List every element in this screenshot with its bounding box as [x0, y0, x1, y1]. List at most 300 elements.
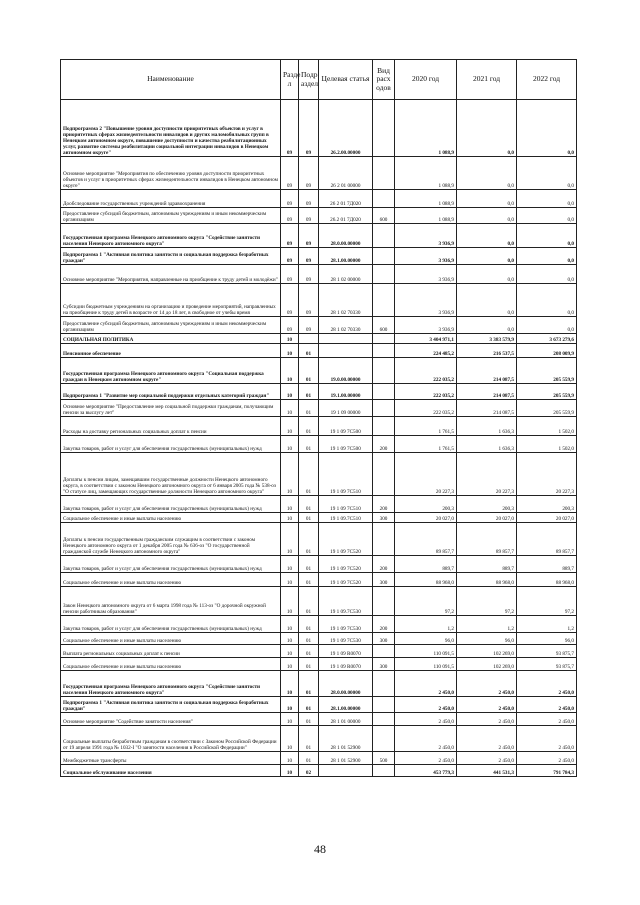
cell-podrazdel: 01: [299, 658, 319, 671]
cell-razdel: 10: [281, 616, 299, 633]
cell-2020: 2 450,0: [395, 697, 457, 713]
cell-target: 28 1 02 70330: [319, 284, 373, 317]
cell-2020: 20 027,0: [395, 513, 457, 523]
budget-table: [60, 59, 577, 777]
cell-vid: [373, 645, 395, 658]
table-header-row: [61, 60, 577, 100]
cell-vid: 300: [373, 573, 395, 587]
cell-target: 28 1 01 52900: [319, 726, 373, 752]
cell-podrazdel: 09: [299, 224, 319, 248]
cell-razdel: 10: [281, 358, 299, 384]
table-row: [61, 358, 577, 384]
cell-target: 19 1 09 7C500: [319, 417, 373, 436]
cell-target: 28.1.00.00000: [319, 697, 373, 713]
header-2020: 2020 год: [395, 60, 457, 100]
cell-2020: 1 761,5: [395, 417, 457, 436]
cell-podrazdel: 02: [299, 765, 319, 777]
cell-target: 28.0.00.00000: [319, 671, 373, 697]
cell-2022: 205 559,9: [517, 400, 577, 417]
table-row: [61, 513, 577, 523]
cell-podrazdel: 09: [299, 265, 319, 284]
cell-razdel: 10: [281, 697, 299, 713]
cell-target: 26 2 01 7Д020: [319, 190, 373, 208]
header-2021: 2021 год: [457, 60, 517, 100]
table-row: [61, 317, 577, 334]
cell-2021: 20 227,3: [457, 453, 517, 496]
page-number: 48: [314, 842, 326, 856]
cell-2020: 224 485,2: [395, 344, 457, 358]
cell-2021: 0,0: [457, 265, 517, 284]
cell-2021: 0,0: [457, 208, 517, 224]
cell-name: Социальное обеспечение и иные выплаты населению: [61, 658, 281, 671]
cell-podrazdel: 01: [299, 556, 319, 573]
cell-2022: 0,0: [517, 100, 577, 157]
cell-target: 19 1 09 R0070: [319, 658, 373, 671]
cell-2020: 1 088,9: [395, 100, 457, 157]
cell-vid: [373, 453, 395, 496]
cell-vid: 300: [373, 513, 395, 523]
cell-2020: 3 936,9: [395, 248, 457, 265]
cell-2021: 20 027,0: [457, 513, 517, 523]
cell-2020: 88 968,0: [395, 573, 457, 587]
cell-target: [319, 765, 373, 777]
cell-razdel: 10: [281, 453, 299, 496]
cell-podrazdel: 01: [299, 697, 319, 713]
cell-target: 28 1 02 00000: [319, 265, 373, 284]
cell-name: Пенсионное обеспечение: [61, 344, 281, 358]
cell-podrazdel: 01: [299, 645, 319, 658]
table-row: [61, 523, 577, 556]
cell-2020: 222 035,2: [395, 400, 457, 417]
cell-2021: 0,0: [457, 248, 517, 265]
cell-2020: 110 091,5: [395, 658, 457, 671]
cell-2022: 2 450,0: [517, 713, 577, 726]
cell-razdel: 09: [281, 100, 299, 157]
cell-name: Социальное обеспечение и иные выплаты населению: [61, 513, 281, 523]
cell-2022: 89 857,7: [517, 523, 577, 556]
table-row: [61, 436, 577, 453]
cell-name: Государственная программа Ненецкого автономного округа "Содействие занятости населения Ненецкого автономного округа": [61, 224, 281, 248]
table-row: [61, 344, 577, 358]
cell-target: 19.0.00.00000: [319, 358, 373, 384]
cell-podrazdel: 01: [299, 436, 319, 453]
header-2022: 2022 год: [517, 60, 577, 100]
cell-vid: [373, 358, 395, 384]
cell-2020: 222 035,2: [395, 358, 457, 384]
cell-2021: 3 383 579,9: [457, 334, 517, 344]
table-row: [61, 453, 577, 496]
header-razdel: Разде л: [281, 60, 299, 100]
cell-2020: 110 091,5: [395, 645, 457, 658]
cell-podrazdel: 09: [299, 100, 319, 157]
table-row: [61, 671, 577, 697]
cell-2020: 2 450,0: [395, 752, 457, 765]
header-podrazdel: Подр аздел: [299, 60, 319, 100]
cell-name: Закупка товаров, работ и услуг для обеспечения государственных (муниципальных) нужд: [61, 616, 281, 633]
cell-2020: 889,7: [395, 556, 457, 573]
cell-razdel: 09: [281, 284, 299, 317]
cell-target: 19 1 09 7C520: [319, 573, 373, 587]
cell-2020: 3 936,9: [395, 317, 457, 334]
cell-vid: [373, 157, 395, 190]
cell-podrazdel: 01: [299, 616, 319, 633]
cell-razdel: 10: [281, 556, 299, 573]
cell-razdel: 10: [281, 752, 299, 765]
cell-razdel: 09: [281, 248, 299, 265]
cell-2021: 102 269,0: [457, 658, 517, 671]
cell-2021: 1 636,3: [457, 436, 517, 453]
cell-name: Предоставление субсидий бюджетным, автономным учреждениям и иным некоммерческим организациям: [61, 317, 281, 334]
cell-podrazdel: 09: [299, 157, 319, 190]
cell-vid: [373, 100, 395, 157]
cell-name: Государственная программа Ненецкого автономного округа "Социальная поддержка граждан в Ненецком автономном округе": [61, 358, 281, 384]
cell-razdel: 10: [281, 726, 299, 752]
cell-vid: [373, 523, 395, 556]
cell-target: 19.1.00.00000: [319, 384, 373, 400]
cell-vid: [373, 417, 395, 436]
table-row: [61, 496, 577, 513]
cell-razdel: 10: [281, 384, 299, 400]
cell-2021: 2 450,0: [457, 713, 517, 726]
cell-target: 28.0.00.00000: [319, 224, 373, 248]
cell-razdel: 09: [281, 157, 299, 190]
cell-2021: 2 450,0: [457, 752, 517, 765]
cell-2020: 96,0: [395, 633, 457, 645]
cell-podrazdel: 01: [299, 344, 319, 358]
cell-2022: 93 875,7: [517, 645, 577, 658]
cell-vid: [373, 587, 395, 616]
cell-2020: 3 936,9: [395, 265, 457, 284]
cell-razdel: 09: [281, 317, 299, 334]
cell-2021: 441 531,3: [457, 765, 517, 777]
cell-target: 26.2 01 7Д020: [319, 208, 373, 224]
cell-vid: [373, 224, 395, 248]
cell-name: Закон Ненецкого автономного округа от 6 марта 1998 года № 113-оз "О дорочной окружной пенсии работникам образования": [61, 587, 281, 616]
cell-2022: 2 450,0: [517, 726, 577, 752]
cell-target: 19 1 09 R0070: [319, 645, 373, 658]
cell-2021: 2 450,0: [457, 697, 517, 713]
cell-razdel: 10: [281, 633, 299, 645]
table-row: [61, 645, 577, 658]
cell-razdel: 09: [281, 265, 299, 284]
table-row: [61, 157, 577, 190]
cell-2022: 200,3: [517, 496, 577, 513]
cell-2020: 1 088,9: [395, 190, 457, 208]
cell-name: Закупка товаров, работ и услуг для обеспечения государственных (муниципальных) нужд: [61, 496, 281, 513]
cell-2022: 0,0: [517, 157, 577, 190]
cell-name: Закупка товаров, работ и услуг для обеспечения государственных (муниципальных) нужд: [61, 556, 281, 573]
cell-2022: 2 450,0: [517, 671, 577, 697]
cell-name: Расходы на доставку региональных социальных доплат к пенсии: [61, 417, 281, 436]
cell-2021: 216 537,5: [457, 344, 517, 358]
cell-2022: 0,0: [517, 190, 577, 208]
cell-name: Выплата региональных социальных доплат к пенсии: [61, 645, 281, 658]
table-row: [61, 208, 577, 224]
cell-2021: 96,0: [457, 633, 517, 645]
cell-name: Субсидии бюджетным учреждениям на организацию и проведение мероприятий, направленных на приобщение к труду детей в возрасте от 14 до 18 лет, в свободное от учебы время: [61, 284, 281, 317]
cell-razdel: 10: [281, 400, 299, 417]
cell-name: Межбюджетные трансферты: [61, 752, 281, 765]
cell-2021: 0,0: [457, 284, 517, 317]
cell-2020: 97,2: [395, 587, 457, 616]
cell-name: Основное мероприятие "Мероприятия по обеспечению уровня доступности приоритетных объектов и услуг в приоритетных сферах жизнедеятельности инвалидов в Ненецком автономном округе": [61, 157, 281, 190]
table-row: [61, 384, 577, 400]
cell-razdel: 10: [281, 587, 299, 616]
cell-target: [319, 334, 373, 344]
table-row: [61, 334, 577, 344]
cell-podrazdel: 01: [299, 523, 319, 556]
cell-razdel: 09: [281, 208, 299, 224]
cell-target: 19 1 09 7C510: [319, 496, 373, 513]
cell-2020: 89 857,7: [395, 523, 457, 556]
cell-2021: 89 857,7: [457, 523, 517, 556]
cell-name: Доплаты к пенсии государственным гражданским служащим в соответствии с законом Ненецкого автономного округа от 1 декабря 2005 года № 636-оз "О государственной гражданской службе Ненецкого автономного округа": [61, 523, 281, 556]
cell-2021: 214 087,5: [457, 358, 517, 384]
cell-2021: 0,0: [457, 100, 517, 157]
table-row: [61, 587, 577, 616]
cell-2020: 2 450,0: [395, 713, 457, 726]
cell-vid: [373, 265, 395, 284]
cell-razdel: 10: [281, 671, 299, 697]
cell-2021: 0,0: [457, 224, 517, 248]
cell-2021: 102 269,0: [457, 645, 517, 658]
cell-razdel: 09: [281, 224, 299, 248]
cell-podrazdel: 01: [299, 713, 319, 726]
cell-name: Подпрограмма 1 "Активная политика занятости и социальная поддержка безработных граждан": [61, 248, 281, 265]
cell-name: Доплаты к пенсии лицам, замещавшим государственные должности Ненецкого автономного округа, в соответствии с законом Ненецкого автономного округа от 6 января 2005 года № 538-оз "О статусе лиц, замещающих государственные должности Ненецкого автономного округа": [61, 453, 281, 496]
header-vid: Вид расх одов: [373, 60, 395, 100]
cell-vid: [373, 726, 395, 752]
cell-target: 26.2.00.00000: [319, 100, 373, 157]
cell-2021: 1,2: [457, 616, 517, 633]
cell-name: Подпрограмма 1 "Развитие мер социальной поддержки отдельных категорий граждан": [61, 384, 281, 400]
cell-podrazdel: 01: [299, 513, 319, 523]
cell-vid: [373, 334, 395, 344]
cell-podrazdel: 01: [299, 752, 319, 765]
cell-vid: 600: [373, 208, 395, 224]
cell-name: Основное мероприятие "Предоставление мер социальной поддержки гражданам, получающим пенсии за выслугу лет": [61, 400, 281, 417]
cell-2022: 3 673 279,6: [517, 334, 577, 344]
table-row: [61, 713, 577, 726]
cell-razdel: 09: [281, 190, 299, 208]
cell-vid: [373, 190, 395, 208]
cell-2020: 2 450,0: [395, 671, 457, 697]
table-row: [61, 633, 577, 645]
cell-vid: [373, 671, 395, 697]
cell-vid: [373, 400, 395, 417]
cell-2022: 20 027,0: [517, 513, 577, 523]
table-row: [61, 573, 577, 587]
cell-vid: 200: [373, 616, 395, 633]
table-row: [61, 556, 577, 573]
cell-podrazdel: 01: [299, 726, 319, 752]
cell-vid: [373, 248, 395, 265]
cell-2020: 200,3: [395, 496, 457, 513]
cell-razdel: 10: [281, 713, 299, 726]
cell-2022: 1,2: [517, 616, 577, 633]
cell-razdel: 10: [281, 496, 299, 513]
cell-2022: 889,7: [517, 556, 577, 573]
cell-vid: [373, 344, 395, 358]
table-row: [61, 224, 577, 248]
table-body: [61, 100, 577, 777]
cell-vid: 200: [373, 496, 395, 513]
cell-podrazdel: 09: [299, 317, 319, 334]
cell-2021: 214 087,5: [457, 384, 517, 400]
cell-2020: 1,2: [395, 616, 457, 633]
cell-vid: [373, 697, 395, 713]
cell-2020: 1 088,9: [395, 208, 457, 224]
cell-2022: 97,2: [517, 587, 577, 616]
cell-2022: 205 559,9: [517, 358, 577, 384]
cell-vid: [373, 765, 395, 777]
cell-2022: 791 784,3: [517, 765, 577, 777]
cell-target: [319, 344, 373, 358]
cell-2022: 0,0: [517, 208, 577, 224]
cell-2020: 453 779,3: [395, 765, 457, 777]
cell-target: 19 1 09 7C530: [319, 633, 373, 645]
cell-2021: 889,7: [457, 556, 517, 573]
cell-podrazdel: 09: [299, 248, 319, 265]
table-row: [61, 697, 577, 713]
cell-podrazdel: 09: [299, 190, 319, 208]
cell-2022: 205 559,9: [517, 384, 577, 400]
cell-name: Социальное обеспечение и иные выплаты населению: [61, 573, 281, 587]
cell-name: Основное мероприятие "Содействие занятости населения": [61, 713, 281, 726]
cell-razdel: 10: [281, 344, 299, 358]
cell-name: Государственная программа Ненецкого автономного округа "Содействие занятости населения Ненецкого автономного округа": [61, 671, 281, 697]
cell-2022: 20 227,3: [517, 453, 577, 496]
cell-podrazdel: 01: [299, 671, 319, 697]
cell-target: 19 1 09 00000: [319, 400, 373, 417]
table-row: [61, 726, 577, 752]
cell-2020: 3 936,9: [395, 284, 457, 317]
cell-name: Социальное обеспечение и иные выплаты населению: [61, 633, 281, 645]
cell-target: 19 1 09.7C530: [319, 587, 373, 616]
cell-target: 28 1 01 00000: [319, 713, 373, 726]
cell-podrazdel: 01: [299, 587, 319, 616]
cell-podrazdel: 01: [299, 633, 319, 645]
cell-target: 19 1 09 7C520: [319, 523, 373, 556]
cell-2022: 0,0: [517, 248, 577, 265]
header-name: Наименование: [61, 60, 281, 100]
cell-name: Социальное обслуживание населения: [61, 765, 281, 777]
cell-2021: 97,2: [457, 587, 517, 616]
cell-name: Предоставление субсидий бюджетным, автономным учреждениям и иным некоммерческим организациям: [61, 208, 281, 224]
cell-2021: 0,0: [457, 190, 517, 208]
cell-2020: 222 035,2: [395, 384, 457, 400]
cell-vid: [373, 713, 395, 726]
cell-2021: 214 087,5: [457, 400, 517, 417]
cell-name: Основное мероприятие "Мероприятия, направленные на приобщение к труду детей и молодёжи": [61, 265, 281, 284]
cell-podrazdel: [299, 334, 319, 344]
table-row: [61, 400, 577, 417]
cell-vid: 600: [373, 317, 395, 334]
cell-target: 28.1.00.00000: [319, 248, 373, 265]
cell-2022: 2 450,0: [517, 752, 577, 765]
cell-2020: 1 088,9: [395, 157, 457, 190]
cell-2021: 0,0: [457, 157, 517, 190]
cell-razdel: 10: [281, 417, 299, 436]
cell-podrazdel: 01: [299, 417, 319, 436]
cell-vid: [373, 284, 395, 317]
cell-2020: 20 227,3: [395, 453, 457, 496]
cell-2022: 0,0: [517, 284, 577, 317]
cell-vid: 500: [373, 752, 395, 765]
cell-2021: 2 450,0: [457, 726, 517, 752]
cell-2022: 0,0: [517, 317, 577, 334]
cell-podrazdel: 01: [299, 384, 319, 400]
cell-podrazdel: 01: [299, 400, 319, 417]
cell-target: 19 1 09 7C530: [319, 616, 373, 633]
cell-vid: [373, 384, 395, 400]
cell-name: СОЦИАЛЬНАЯ ПОЛИТИКА: [61, 334, 281, 344]
cell-podrazdel: 01: [299, 453, 319, 496]
cell-target: 26 2 01 00000: [319, 157, 373, 190]
cell-2022: 1 502,0: [517, 436, 577, 453]
cell-razdel: 10: [281, 436, 299, 453]
cell-vid: 300: [373, 633, 395, 645]
cell-name: Подпрограмма 2 "Повышение уровня доступности приоритетных объектов и услуг в приоритетных сферах жизнедеятельности инвалидов и других маломобильных групп в Ненецком автономном округе, повышение доступности и качества реабилитационных услуг, развитие системы реабилитации социальной интеграции инвалидов в Ненецком автономном округе": [61, 100, 281, 157]
cell-podrazdel: 01: [299, 496, 319, 513]
cell-name: Дообследование государственных учреждений здравоохранения: [61, 190, 281, 208]
cell-2021: 200,3: [457, 496, 517, 513]
table-row: [61, 265, 577, 284]
cell-2020: 3 936,9: [395, 224, 457, 248]
cell-2021: 1 636,3: [457, 417, 517, 436]
cell-target: 28 1 02 70330: [319, 317, 373, 334]
table-row: [61, 616, 577, 633]
cell-name: Закупка товаров, работ и услуг для обеспечения государственных (муниципальных) нужд: [61, 436, 281, 453]
table-row: [61, 100, 577, 157]
cell-2022: 88 968,0: [517, 573, 577, 587]
cell-2020: 3 404 971,1: [395, 334, 457, 344]
cell-razdel: 10: [281, 765, 299, 777]
cell-razdel: 10: [281, 334, 299, 344]
table-row: [61, 752, 577, 765]
cell-razdel: 10: [281, 658, 299, 671]
cell-razdel: 10: [281, 573, 299, 587]
cell-2020: 2 450,0: [395, 726, 457, 752]
table-row: [61, 248, 577, 265]
cell-podrazdel: 09: [299, 208, 319, 224]
cell-2022: 0,0: [517, 265, 577, 284]
cell-2022: 208 009,9: [517, 344, 577, 358]
cell-2022: 0,0: [517, 224, 577, 248]
cell-2022: 96,0: [517, 633, 577, 645]
cell-2022: 93 875,7: [517, 658, 577, 671]
cell-target: 19 1 09 7C500: [319, 436, 373, 453]
cell-2021: 2 450,0: [457, 671, 517, 697]
cell-2021: 88 968,0: [457, 573, 517, 587]
cell-podrazdel: 01: [299, 358, 319, 384]
table-row: [61, 284, 577, 317]
table-row: [61, 417, 577, 436]
cell-target: 19 1 09 7C520: [319, 556, 373, 573]
cell-2020: 1 761,5: [395, 436, 457, 453]
table-row: [61, 190, 577, 208]
cell-name: Подпрограмма 1 "Активная политика занятости и социальная поддержка безработных граждан": [61, 697, 281, 713]
cell-target: 19 1 09.7C510: [319, 513, 373, 523]
cell-razdel: 10: [281, 645, 299, 658]
table-row: [61, 765, 577, 777]
cell-2022: 2 450,0: [517, 697, 577, 713]
table-row: [61, 658, 577, 671]
cell-razdel: 10: [281, 513, 299, 523]
cell-vid: 300: [373, 658, 395, 671]
cell-vid: 200: [373, 436, 395, 453]
header-target: Целевая статья: [319, 60, 373, 100]
